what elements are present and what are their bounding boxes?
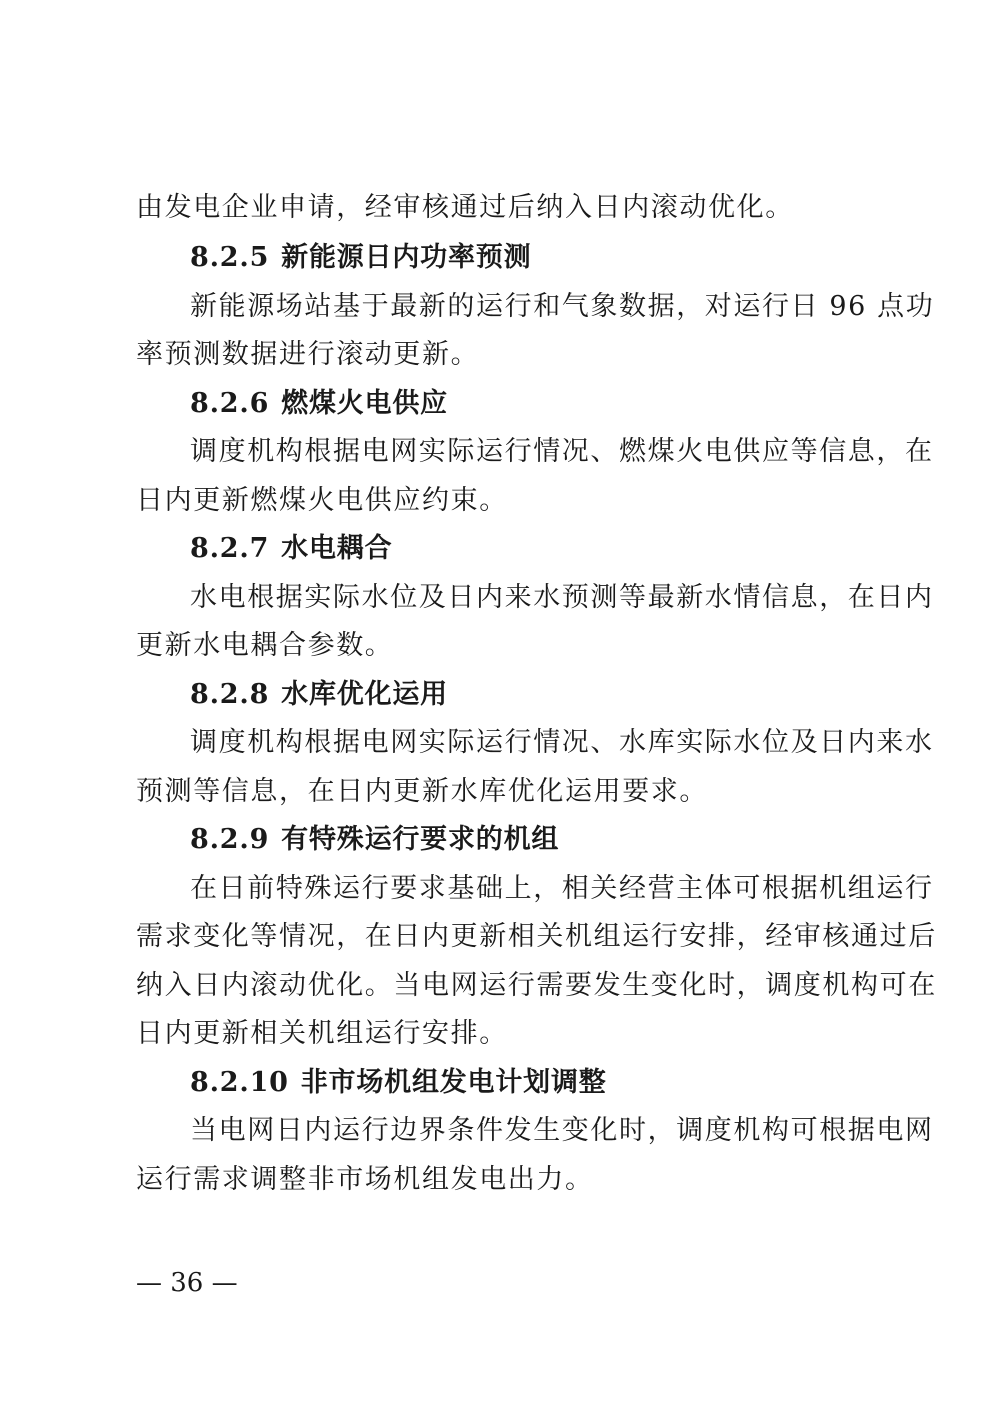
section-title: 有特殊运行要求的机组: [281, 824, 560, 855]
section-number: 8.2.9: [190, 824, 270, 855]
section-number: 8.2.7: [190, 533, 270, 564]
paragraph-line: 日内更新相关机组运行安排。: [136, 1018, 508, 1049]
section-title: 水库优化运用: [281, 679, 448, 710]
section-title: 燃煤火电供应: [281, 388, 448, 419]
paragraph-line: 调度机构根据电网实际运行情况、水库实际水位及日内来水: [190, 727, 934, 758]
paragraph-line: 需求变化等情况，在日内更新相关机组运行安排，经审核通过后: [136, 921, 937, 952]
section-title: 新能源日内功率预测: [281, 242, 532, 273]
paragraph-line: 水电根据实际水位及日内来水预测等最新水情信息，在日内: [190, 582, 934, 613]
section-heading-8-2-9: [190, 822, 930, 858]
paragraph-line: 调度机构根据电网实际运行情况、燃煤火电供应等信息，在: [190, 436, 934, 467]
section-title: 水电耦合: [281, 533, 393, 564]
section-title: 非市场机组发电计划调整: [300, 1067, 607, 1098]
paragraph-line: 新能源场站基于最新的运行和气象数据，对运行日 96 点功: [190, 291, 935, 322]
section-number: 8.2.8: [190, 679, 270, 710]
paragraph-line: 由发电企业申请，经审核通过后纳入日内滚动优化。: [136, 192, 794, 223]
paragraph-line: 在日前特殊运行要求基础上，相关经营主体可根据机组运行: [190, 873, 934, 904]
section-heading-8-2-10: [190, 1065, 930, 1101]
section-heading-8-2-8: [190, 677, 930, 713]
page-number: — 36 —: [136, 1268, 238, 1298]
paragraph-line: 预测等信息，在日内更新水库优化运用要求。: [136, 776, 708, 807]
section-heading-8-2-6: [190, 386, 930, 422]
section-number: 8.2.5: [190, 242, 270, 273]
section-heading-8-2-7: [190, 531, 930, 567]
paragraph-line: 纳入日内滚动优化。当电网运行需要发生变化时，调度机构可在: [136, 970, 937, 1001]
section-number: 8.2.6: [190, 388, 270, 419]
paragraph-line: 率预测数据进行滚动更新。: [136, 339, 480, 370]
paragraph-line: 当电网日内运行边界条件发生变化时，调度机构可根据电网: [190, 1115, 934, 1146]
section-number: 8.2.10: [190, 1067, 289, 1098]
paragraph-line: 日内更新燃煤火电供应约束。: [136, 485, 508, 516]
paragraph-line: 运行需求调整非市场机组发电出力。: [136, 1164, 594, 1195]
section-heading-8-2-5: [190, 240, 930, 276]
paragraph-line: 更新水电耦合参数。: [136, 630, 394, 661]
